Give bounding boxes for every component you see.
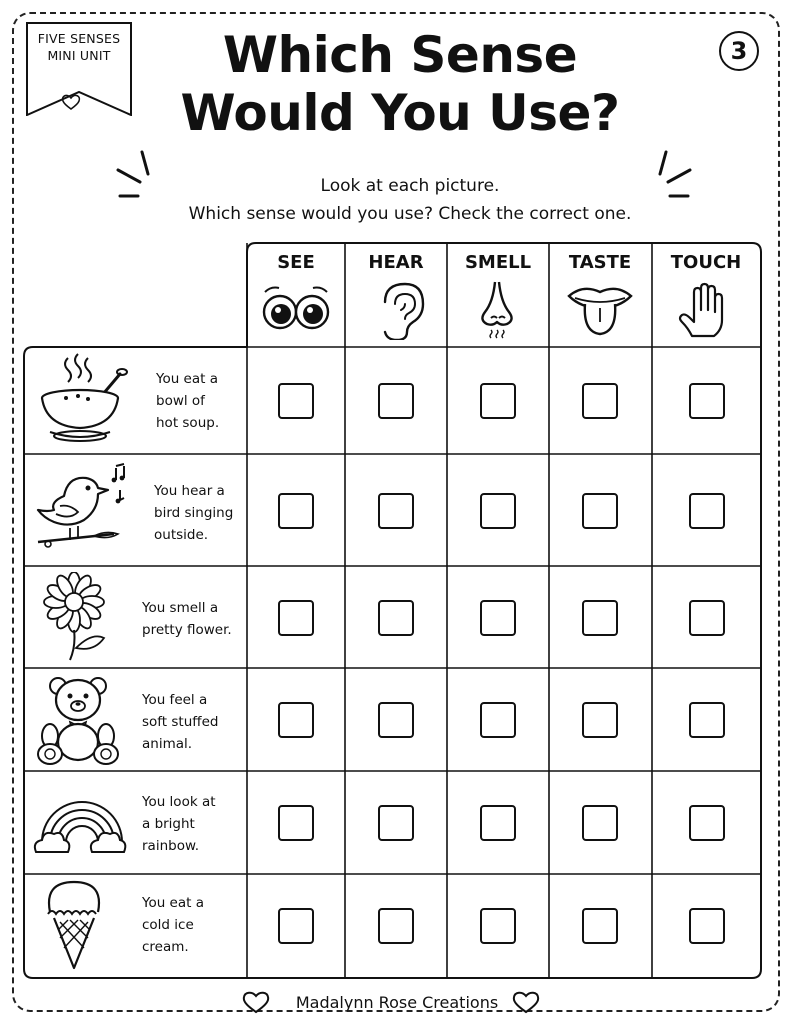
title-line-1: Which Sense	[222, 26, 578, 84]
row-1-line-1: You eat a	[156, 371, 218, 387]
row-1-description	[156, 368, 219, 434]
row-1-line-3: hot soup.	[156, 415, 220, 431]
row-5-line-2: a bright	[142, 816, 195, 832]
row-3-description	[142, 597, 232, 641]
checkbox-row-2-see[interactable]	[278, 493, 314, 529]
row-5-line-3: rainbow.	[142, 838, 200, 854]
checkbox-row-1-smell[interactable]	[480, 383, 516, 419]
checkbox-row-6-hear[interactable]	[378, 908, 414, 944]
row-6-line-3: cream.	[142, 939, 189, 955]
row-1-line-2: bowl of	[156, 393, 205, 409]
checkbox-row-4-touch[interactable]	[689, 702, 725, 738]
flower-icon	[40, 572, 112, 664]
page-number-badge: 3	[719, 31, 759, 71]
checkbox-row-1-see[interactable]	[278, 383, 314, 419]
row-6-description	[142, 892, 204, 958]
checkbox-row-3-see[interactable]	[278, 600, 314, 636]
instructions-line-2: Which sense would you use? Check the correct one.	[188, 204, 632, 224]
column-header-touch: TOUCH	[670, 252, 742, 273]
footer-credit: Madalynn Rose Creations	[295, 993, 499, 1012]
row-6-line-1: You eat a	[142, 895, 204, 911]
checkbox-row-1-taste[interactable]	[582, 383, 618, 419]
banner-line-1: FIVE SENSES	[37, 31, 121, 46]
checkbox-row-2-hear[interactable]	[378, 493, 414, 529]
checkbox-row-6-smell[interactable]	[480, 908, 516, 944]
eyes-icon	[245, 280, 347, 340]
mouth-tongue-icon	[549, 280, 651, 340]
row-3-line-2: pretty flower.	[142, 622, 232, 638]
checkbox-row-4-see[interactable]	[278, 702, 314, 738]
checkbox-row-2-taste[interactable]	[582, 493, 618, 529]
ice-cream-icon	[42, 878, 106, 970]
checkbox-row-3-taste[interactable]	[582, 600, 618, 636]
row-4-line-3: animal.	[142, 736, 193, 752]
checkbox-row-5-hear[interactable]	[378, 805, 414, 841]
checkbox-row-5-see[interactable]	[278, 805, 314, 841]
column-header-hear: HEAR	[368, 252, 424, 273]
checkbox-row-6-see[interactable]	[278, 908, 314, 944]
row-4-line-2: soft stuffed	[142, 714, 219, 730]
checkbox-row-5-smell[interactable]	[480, 805, 516, 841]
checkbox-row-3-touch[interactable]	[689, 600, 725, 636]
row-6-line-2: cold ice	[142, 917, 194, 933]
row-2-line-2: bird singing	[154, 505, 234, 521]
column-header-see: SEE	[277, 252, 315, 273]
nose-icon	[447, 280, 549, 340]
checkbox-row-2-touch[interactable]	[689, 493, 725, 529]
teddy-bear-icon	[34, 674, 122, 766]
row-2-line-1: You hear a	[154, 483, 225, 499]
checkbox-row-6-taste[interactable]	[582, 908, 618, 944]
checkbox-row-2-smell[interactable]	[480, 493, 516, 529]
title-line-2: Would You Use?	[180, 84, 620, 142]
instructions-line-1: Look at each picture.	[320, 176, 500, 196]
checkbox-row-4-hear[interactable]	[378, 702, 414, 738]
checkbox-row-4-smell[interactable]	[480, 702, 516, 738]
row-4-line-1: You feel a	[142, 692, 208, 708]
soup-bowl-icon	[34, 352, 130, 448]
row-3-line-1: You smell a	[142, 600, 219, 616]
checkbox-row-5-taste[interactable]	[582, 805, 618, 841]
row-5-line-1: You look at	[142, 794, 216, 810]
ear-icon	[345, 280, 447, 340]
banner-line-2: MINI UNIT	[47, 48, 111, 63]
heart-icon	[512, 990, 540, 1014]
column-header-taste: TASTE	[568, 252, 632, 273]
rainbow-icon	[32, 786, 132, 858]
hand-icon	[652, 280, 754, 340]
checkbox-row-6-touch[interactable]	[689, 908, 725, 944]
checkbox-row-5-touch[interactable]	[689, 805, 725, 841]
checkbox-row-4-taste[interactable]	[582, 702, 618, 738]
row-2-description	[154, 480, 233, 546]
singing-bird-icon	[34, 460, 134, 556]
row-4-description	[142, 689, 218, 755]
checkbox-row-3-smell[interactable]	[480, 600, 516, 636]
row-5-description	[142, 791, 216, 857]
checkbox-row-1-touch[interactable]	[689, 383, 725, 419]
row-2-line-3: outside.	[154, 527, 209, 543]
checkbox-row-3-hear[interactable]	[378, 600, 414, 636]
checkbox-row-1-hear[interactable]	[378, 383, 414, 419]
column-header-smell: SMELL	[464, 252, 532, 273]
